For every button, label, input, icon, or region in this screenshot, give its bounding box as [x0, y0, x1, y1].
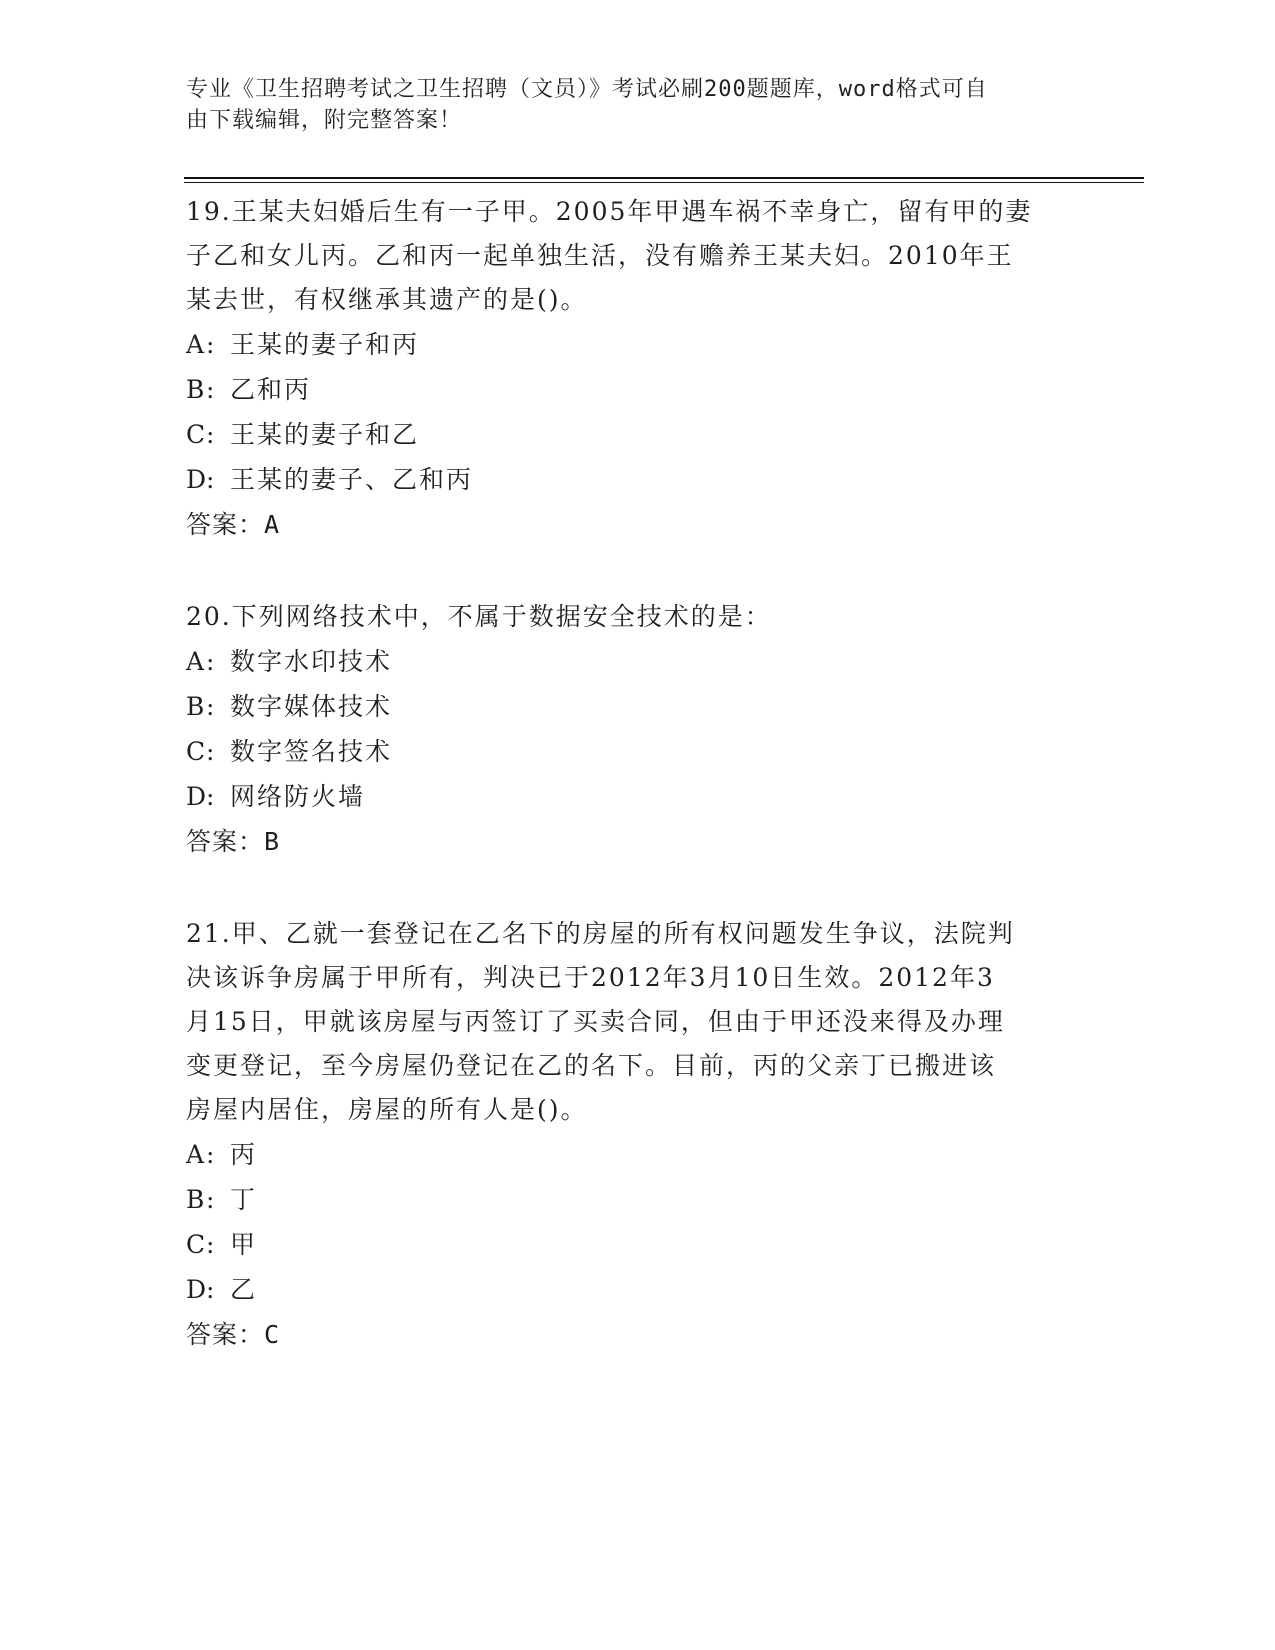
option-letter: D	[186, 465, 209, 494]
stem-line: 21.甲、乙就一套登记在乙名下的房屋的所有权问题发生争议，法院判	[186, 919, 1015, 948]
question-spacer	[186, 865, 1066, 912]
option-b	[186, 684, 1066, 729]
stem-line: 20.下列网络技术中，不属于数据安全技术的是：	[186, 602, 772, 631]
option-a	[186, 1132, 1066, 1177]
option-separator: :	[206, 782, 217, 811]
option-text: 丁	[230, 1185, 258, 1214]
answer-label: 答案：	[186, 827, 265, 856]
option-b	[186, 367, 1066, 412]
stem-line: 子乙和女儿丙。乙和丙一起单独生活，没有赡养王某夫妇。2010年王	[186, 241, 1014, 270]
option-text: 丙	[230, 1140, 258, 1169]
option-letter: C	[186, 420, 208, 449]
option-letter: B	[186, 1185, 207, 1214]
option-text: 王某的妻子、乙和丙	[230, 465, 474, 494]
option-text: 网络防火墙	[230, 782, 366, 811]
option-text: 数字水印技术	[230, 647, 393, 676]
answer-value: B	[264, 827, 281, 856]
stem-line: 房屋内居住，房屋的所有人是()。	[186, 1095, 588, 1124]
option-b	[186, 1177, 1066, 1222]
stem-line: 19.王某夫妇婚后生有一子甲。2005年甲遇车祸不幸身亡，留有甲的妻	[186, 197, 1033, 226]
option-letter: C	[186, 1230, 208, 1259]
option-list	[186, 1132, 1066, 1312]
question-list	[186, 190, 1066, 1358]
answer-label: 答案：	[186, 510, 265, 539]
stem-line: 变更登记，至今房屋仍登记在乙的名下。目前，丙的父亲丁已搬进该	[186, 1051, 997, 1080]
option-separator: :	[206, 1140, 217, 1169]
question-stem	[186, 912, 1066, 1132]
header-divider-thick	[184, 177, 1144, 179]
option-a	[186, 322, 1066, 367]
option-separator: :	[206, 330, 217, 359]
option-separator: :	[206, 1185, 217, 1214]
option-letter: D	[186, 782, 209, 811]
option-text: 乙	[230, 1275, 258, 1304]
stem-line: 月15日，甲就该房屋与丙签订了买卖合同，但由于甲还没来得及办理	[186, 1007, 1005, 1036]
option-letter: C	[186, 737, 208, 766]
option-separator: :	[206, 737, 217, 766]
option-d	[186, 1267, 1066, 1312]
option-separator: :	[206, 375, 217, 404]
answer-label: 答案：	[186, 1320, 265, 1349]
question-21	[186, 912, 1066, 1358]
option-c	[186, 412, 1066, 457]
option-list	[186, 322, 1066, 502]
option-letter: A	[186, 1140, 207, 1169]
header-line-2: 由下载编辑，附完整答案！	[186, 108, 463, 133]
option-text: 甲	[230, 1230, 258, 1259]
option-text: 乙和丙	[230, 375, 312, 404]
option-text: 数字媒体技术	[230, 692, 393, 721]
option-text: 王某的妻子和乙	[230, 420, 420, 449]
document-header	[186, 74, 1066, 136]
option-letter: A	[186, 330, 207, 359]
answer-value: C	[264, 1320, 281, 1349]
option-letter: A	[186, 647, 207, 676]
option-separator: :	[206, 647, 217, 676]
option-c	[186, 729, 1066, 774]
option-text: 数字签名技术	[230, 737, 393, 766]
option-a	[186, 639, 1066, 684]
option-separator: :	[206, 420, 217, 449]
answer-line	[186, 819, 1066, 865]
option-separator: :	[206, 1230, 217, 1259]
answer-value: A	[264, 510, 281, 539]
answer-line	[186, 502, 1066, 548]
option-separator: :	[206, 1275, 217, 1304]
header-divider-thin	[184, 182, 1144, 183]
stem-line: 某去世，有权继承其遗产的是()。	[186, 285, 588, 314]
question-19	[186, 190, 1066, 548]
question-stem	[186, 595, 1066, 639]
stem-line: 决该诉争房属于甲所有，判决已于2012年3月10日生效。2012年3	[186, 963, 995, 992]
question-20	[186, 595, 1066, 865]
option-text: 王某的妻子和丙	[230, 330, 420, 359]
option-d	[186, 457, 1066, 502]
answer-line	[186, 1312, 1066, 1358]
option-letter: B	[186, 375, 207, 404]
option-separator: :	[206, 692, 217, 721]
option-d	[186, 774, 1066, 819]
header-line-1: 专业《卫生招聘考试之卫生招聘（文员）》考试必刷200题题库，word格式可自	[186, 77, 988, 102]
option-list	[186, 639, 1066, 819]
question-stem	[186, 190, 1066, 322]
option-letter: D	[186, 1275, 209, 1304]
option-separator: :	[206, 465, 217, 494]
question-spacer	[186, 548, 1066, 595]
option-c	[186, 1222, 1066, 1267]
option-letter: B	[186, 692, 207, 721]
